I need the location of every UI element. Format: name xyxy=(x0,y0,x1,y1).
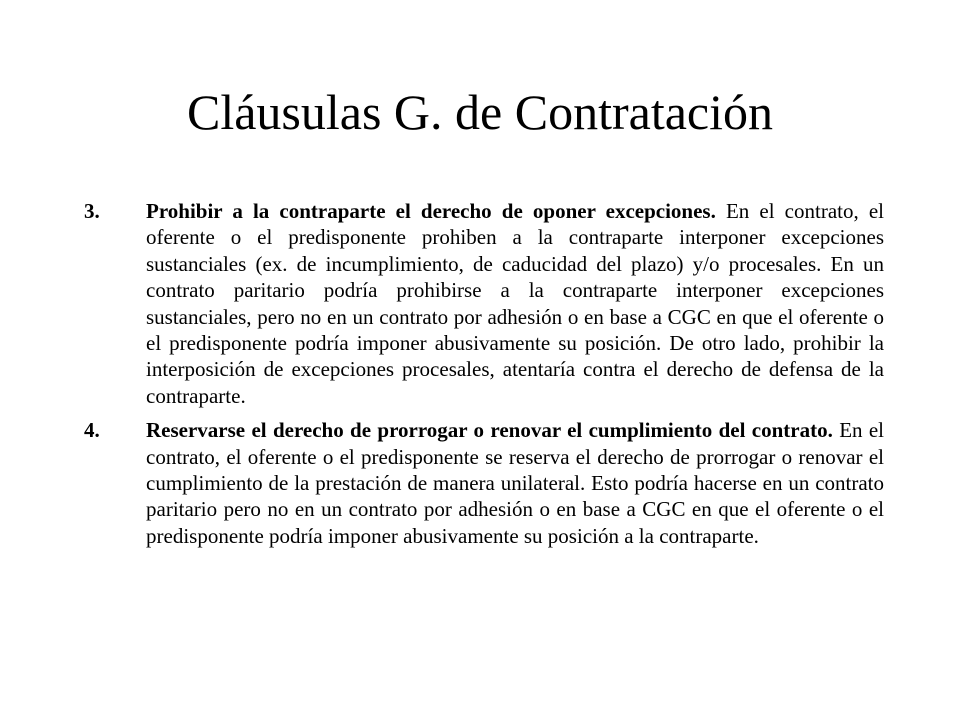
clause-number: 3. xyxy=(84,199,100,223)
clause-heading: Prohibir a la contraparte el derecho de oponer excepciones. xyxy=(146,199,716,223)
clause-heading: Reservarse el derecho de prorrogar o renovar el cumplimiento del contrato. xyxy=(146,418,833,443)
clause-number: 4. xyxy=(84,418,100,443)
clause-body: En el contrato, el oferente o el predisponente se reserva el derecho de prorrogar o renovar el cumplimiento de la prestación de manera unilateral. Esto podría hacerse en un contrato paritario pero no en un contrato por adhesión o en base a CGC en que el oferente o el predisponente podría imponer abusivamente su posición a la contraparte. xyxy=(146,418,885,548)
clause-item xyxy=(84,198,884,409)
clause-list xyxy=(84,198,884,557)
slide-title: Cláusulas G. de Contratación xyxy=(187,84,773,140)
clause-body: En el contrato, el oferente o el predisponente prohiben a la contraparte interponer excepciones sustanciales (ex. de incumplimiento, de caducidad del plazo) y/o procesales. En un contrato paritario podría prohibirse a la contraparte interponer excepciones sustanciales, pero no en un contrato por adhesión o en base a CGC en que el oferente o el predisponente podría imponer abusivamente su posición. De otro lado, prohibir la interposición de excepciones procesales, atentaría contra el derecho de defensa de la contraparte. xyxy=(146,199,884,408)
clause-item xyxy=(84,417,884,549)
